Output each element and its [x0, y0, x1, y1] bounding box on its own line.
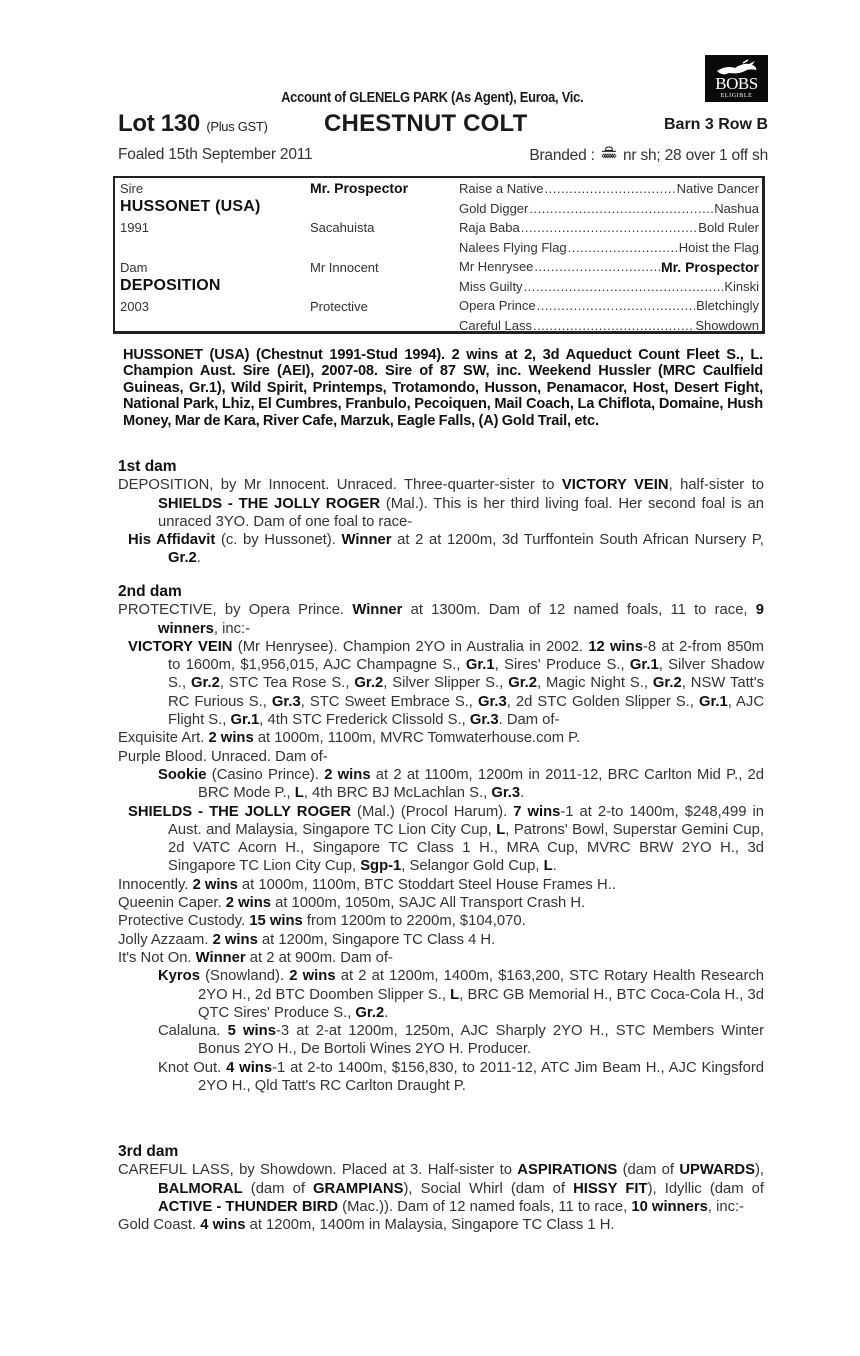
text-run: at 1000m, 1100m, BTC Stoddart Steel House Frames H..	[237, 876, 616, 893]
pedigree-entry	[118, 1216, 764, 1234]
bold-run: Winner	[352, 602, 403, 619]
grandparent-row	[459, 240, 759, 255]
leader-dots	[529, 201, 713, 216]
gp-right: Showdown	[695, 317, 759, 333]
second-dam-body	[118, 601, 764, 1095]
text-run: Purple Blood. Unraced. Dam of-	[118, 748, 328, 765]
bold-run: L	[450, 986, 460, 1003]
gp-left: Opera Prince	[459, 298, 536, 313]
bold-run: Gr.2	[191, 675, 220, 692]
text-run: , Silver Shadow S.,	[168, 657, 765, 692]
third-dam-section	[118, 1143, 764, 1234]
text-run: at 1200m, 1400m in Malaysia, Singapore TC Class 1 H.	[245, 1217, 615, 1234]
bold-run: Winner	[341, 532, 392, 549]
bold-run: HISSY FIT	[573, 1180, 648, 1197]
text-run: at 2 at 1200m, 1400m, $163,200, STC Rotary Health Research 2YO H., 2d BTC Doomben Slipper S.,	[198, 968, 764, 1003]
text-run: .	[196, 550, 201, 567]
grandparent-row	[459, 220, 759, 235]
text-run: .	[552, 858, 557, 875]
bold-run: 12 wins	[588, 638, 643, 655]
text-run: (Snowland).	[199, 968, 290, 985]
text-run: (c. by Hussonet).	[215, 532, 342, 549]
bold-run: Sookie	[158, 766, 207, 783]
text-run: , Silver Slipper S.,	[383, 675, 509, 692]
pedigree-entry	[118, 931, 764, 949]
bold-run: Gr.1	[465, 657, 495, 674]
pedigree-entry	[118, 803, 764, 876]
gp-left: Miss Guilty	[459, 278, 523, 294]
bold-run: Gr.3	[271, 693, 301, 710]
text-run: , inc:-	[213, 620, 251, 637]
text-run: , 4th BRC BJ McLachlan S.,	[303, 785, 492, 802]
text-run: (Casino Prince).	[206, 766, 325, 783]
bold-run: 2 wins	[192, 876, 238, 893]
sire-label: Sire	[120, 181, 144, 196]
text-run: Innocently.	[118, 876, 193, 893]
brand-info	[529, 146, 768, 165]
pedigree-entry	[118, 1161, 764, 1216]
plus-gst-note: (Plus GST)	[206, 119, 268, 134]
bold-run: Gr.2	[652, 675, 682, 692]
text-run: at 1000m, 1050m, SAJC All Transport Crash H.	[271, 895, 586, 912]
pedigree-entry	[118, 766, 764, 803]
lot-header	[118, 110, 768, 138]
text-run: , Magic Night S.,	[536, 675, 653, 692]
pedigree-entry	[118, 531, 764, 568]
section-heading: 2nd dam	[118, 583, 182, 600]
pedigree-entry	[118, 601, 764, 638]
gp-left: Careful Lass	[459, 317, 532, 333]
text-run: . Dam of-	[498, 712, 560, 729]
lot-number	[118, 110, 268, 138]
gp-right: Bold Ruler	[698, 220, 759, 235]
bold-run: Gr.2	[508, 675, 537, 692]
bold-run: Gr.3	[469, 712, 499, 729]
bold-run: VICTORY VEIN	[561, 477, 669, 494]
pedigree-entry	[118, 476, 764, 531]
text-run: .	[384, 1004, 389, 1021]
bold-run: Kyros	[158, 968, 200, 985]
text-run: ), Social Whirl (dam of	[403, 1180, 574, 1197]
gp-right: Hoist the Flag	[678, 239, 759, 255]
text-run: (Mal.) (Procol Harum).	[351, 803, 514, 820]
text-run: Gold Coast.	[118, 1217, 201, 1234]
text-run: , Patrons' Bowl, Superstar Gemini Cup, 2d VATC Acorn H., Singapore TC Class 1 H., MRA Cup, MVRC BRW 2YO H., 3d Singapore TC Lion City Cup,	[168, 821, 764, 875]
leader-dots	[568, 240, 678, 255]
bold-run: 2 wins	[208, 730, 254, 747]
text-run: .	[520, 785, 525, 802]
text-run: , Selangor Gold Cup,	[401, 858, 544, 875]
text-run: -8 at 2-from 850m to 1600m, $1,956,015, AJC Champagne S.,	[168, 638, 764, 674]
gp-left: Raise a Native	[459, 181, 544, 196]
gp-left: Gold Digger	[459, 200, 529, 216]
bold-run: L	[294, 785, 304, 802]
text-run: Jolly Azzaam.	[118, 931, 213, 948]
bold-run: Gr.1	[230, 712, 260, 729]
dam-dam: Protective	[310, 299, 368, 314]
bold-run: Gr.3	[477, 693, 507, 710]
text-run: It's Not On.	[118, 949, 196, 966]
bold-run: 5 wins	[227, 1023, 276, 1040]
bold-run: 15 wins	[249, 913, 303, 930]
bold-run: SHIELDS - THE JOLLY ROGER	[128, 803, 352, 820]
bold-run: L	[543, 858, 553, 875]
foaled-date: Foaled 15th September 2011	[118, 146, 313, 163]
pedigree-entry	[118, 638, 764, 729]
leader-dots	[545, 181, 676, 196]
bold-run: Gr.1	[698, 693, 728, 710]
pedigree-table	[113, 176, 765, 334]
text-run: Exquisite Art.	[118, 730, 209, 747]
sire-name: HUSSONET (USA)	[120, 198, 261, 215]
bold-run: 4 wins	[200, 1217, 246, 1234]
bold-run: Gr.1	[629, 657, 659, 674]
gp-right: Kinski	[724, 278, 759, 294]
bold-run: VICTORY VEIN	[128, 638, 233, 655]
text-run: (dam of	[242, 1180, 314, 1197]
bold-run: GRAMPIANS	[313, 1180, 404, 1197]
pedigree-entry	[118, 729, 764, 747]
sire-sire: Mr. Prospector	[310, 180, 409, 196]
text-run: , 2d STC Golden Slipper S.,	[506, 693, 699, 710]
text-run: Calaluna.	[158, 1023, 228, 1040]
bold-run: Gr.2	[354, 675, 384, 692]
text-run: ),	[754, 1162, 764, 1179]
text-run: , STC Sweet Embrace S.,	[300, 693, 478, 710]
leader-dots	[521, 220, 698, 235]
gp-left: Nalees Flying Flag	[459, 239, 567, 255]
first-dam-section	[118, 458, 764, 568]
brand-symbol-icon	[599, 146, 619, 162]
pedigree-entry	[118, 1059, 764, 1096]
branded-label: Branded :	[529, 147, 595, 164]
bold-run: 2 wins	[324, 766, 371, 783]
text-run: , AJC Flight S.,	[168, 693, 765, 729]
lot-label: Lot 130	[118, 110, 200, 137]
pedigree-entry	[118, 912, 764, 930]
bold-run: Gr.3	[491, 785, 521, 802]
text-run: (Mal.). This is her third living foal. Her second foal is an unraced 3YO. Dam of one foal to race-	[158, 495, 765, 530]
text-run: -1 at 2-to 1400m, $248,499 in Aust. and Malaysia, Singapore TC Lion City Cup,	[168, 803, 764, 838]
text-run: , BRC GB Memorial H., BTC Coca-Cola H., 3d QTC Sires' Produce S.,	[198, 986, 765, 1021]
vendor-account: Account of GLENELG PARK (As Agent), Euroa, Vic.	[281, 89, 584, 106]
text-run: , NSW Tatt's RC Furious S.,	[168, 675, 765, 710]
text-run: , STC Tea Rose S.,	[219, 675, 355, 692]
gp-left: Raja Baba	[459, 220, 520, 235]
bold-run: 2 wins	[212, 931, 258, 948]
text-run: at 2 at 1200m, 3d Turffontein South African Nursery P,	[391, 532, 765, 549]
grandparent-row	[459, 201, 759, 216]
text-run: Knot Out.	[158, 1059, 227, 1076]
grandparent-row	[459, 279, 759, 294]
text-run: Protective Custody.	[118, 913, 250, 930]
gp-right: Bletchingly	[696, 298, 759, 313]
bold-run: 2 wins	[289, 968, 336, 985]
text-run: (dam of	[617, 1162, 680, 1179]
section-heading: 1st dam	[118, 458, 177, 475]
sire-summary: HUSSONET (USA) (Chestnut 1991-Stud 1994). 2 wins at 2, 3d Aqueduct Count Fleet S., L. Champion Aust. Sire (AEI), 2007-08. Sire of 87 SW, inc. Weekend Hussler (MRC Caulfield Guineas, Gr.1), Wild Spirit, Printemps, Trotamondo, Husson, Penamacor, Host, Desert Fight, National Park, Lhiz, El Cumbres, Franbulo, Pecoiquen, Mail Coach, La Chiflota, Domaine, Hush Money, Mar de Kara, River Cafe, Marzuk, Eagle Falls, (A) Gold Trail, etc.	[123, 347, 763, 429]
text-run: -1 at 2-to 1400m, $156,830, to 2011-12, ATC Jim Beam H., AJC Kingsford 2YO H., Qld Tatt's RC Carlton Draught P.	[198, 1059, 764, 1095]
text-run: , 4th STC Frederick Clissold S.,	[259, 712, 470, 729]
dam-name: DEPOSITION	[120, 277, 221, 294]
grandparent-row	[459, 318, 759, 333]
dam-label: Dam	[120, 260, 148, 275]
third-dam-body	[118, 1161, 764, 1234]
text-run: , inc:-	[707, 1198, 745, 1215]
grandparent-row	[459, 298, 759, 313]
pedigree-entry	[118, 967, 764, 1022]
second-dam-section	[118, 583, 764, 1095]
text-run: , half-sister to	[668, 477, 764, 494]
bold-run: Gr.2	[168, 550, 197, 567]
text-run: at 1200m, Singapore TC Class 4 H.	[257, 931, 496, 948]
bold-run: 10 winners	[631, 1198, 708, 1215]
gp-right: Mr. Prospector	[660, 259, 759, 275]
text-run: , Sires' Produce S.,	[494, 657, 630, 674]
text-run: DEPOSITION, by Mr Innocent. Unraced. Three-quarter-sister to	[118, 477, 562, 494]
first-dam-body	[118, 476, 764, 567]
text-run: (Mr Henrysee). Champion 2YO in Australia in 2002.	[232, 638, 589, 655]
lot-title: CHESTNUT COLT	[324, 110, 528, 137]
text-run: ), Idyllic (dam of	[647, 1180, 764, 1197]
bold-run: Sgp-1	[360, 858, 402, 875]
text-run: at 1300m. Dam of 12 named foals, 11 to race,	[402, 602, 756, 619]
pedigree-entry	[118, 876, 764, 894]
text-run: at 2 at 1100m, 1200m in 2011-12, BRC Carlton Mid P., 2d BRC Mode P.,	[198, 766, 764, 802]
gp-right: Nashua	[714, 200, 759, 216]
bold-run: 4 wins	[226, 1059, 273, 1076]
dam-sire: Mr Innocent	[310, 260, 379, 275]
logo-subtext: ELIGIBLE	[720, 93, 753, 99]
gp-left: Mr Henrysee	[459, 259, 534, 274]
dam-year: 2003	[120, 299, 149, 314]
pedigree-entry	[118, 1022, 764, 1059]
leader-dots	[537, 298, 696, 313]
text-run: (Mac.)). Dam of 12 named foals, 11 to race,	[338, 1198, 632, 1215]
sire-dam: Sacahuista	[310, 220, 375, 235]
grandparent-row	[459, 259, 759, 275]
bold-run: Winner	[195, 949, 246, 966]
barn-location: Barn 3 Row B	[663, 116, 768, 133]
bold-run: UPWARDS	[679, 1162, 755, 1179]
text-run: PROTECTIVE, by Opera Prince.	[118, 602, 353, 619]
bold-run: 9 winners	[158, 602, 764, 637]
bold-run: ASPIRATIONS	[517, 1162, 618, 1179]
text-run: from 1200m to 2200m, $104,070.	[302, 913, 526, 930]
leader-dots	[534, 259, 660, 275]
text-run: CAREFUL LASS, by Showdown. Placed at 3. Half-sister to	[118, 1162, 518, 1179]
leader-dots	[533, 318, 694, 333]
text-run: -3 at 2-at 1200m, 1250m, AJC Sharply 2YO H., STC Members Winter Bonus 2YO H., De Bortoli Wines 2YO H. Producer.	[198, 1023, 765, 1058]
bold-run: His Affidavit	[128, 532, 216, 549]
bold-run: L	[496, 821, 506, 838]
branded-text: nr sh; 28 over 1 off sh	[622, 147, 768, 164]
section-heading: 3rd dam	[118, 1143, 179, 1160]
text-run: at 1000m, 1100m, MVRC Tomwaterhouse.com P.	[253, 730, 581, 747]
bold-run: Gr.2	[355, 1004, 385, 1021]
grandparent-row	[459, 181, 759, 196]
bold-run: BALMORAL	[158, 1180, 243, 1197]
sire-year: 1991	[120, 220, 149, 235]
bold-run: ACTIVE - THUNDER BIRD	[158, 1198, 339, 1215]
bold-run: 2 wins	[225, 895, 271, 912]
leader-dots	[524, 279, 724, 294]
text-run: Queenin Caper.	[118, 895, 226, 912]
pedigree-entry	[118, 894, 764, 912]
pedigree-entry	[118, 949, 764, 967]
bold-run: SHIELDS - THE JOLLY ROGER	[158, 495, 381, 512]
bold-run: 7 wins	[513, 803, 561, 820]
text-run: at 2 at 900m. Dam of-	[245, 949, 393, 966]
gp-right: Native Dancer	[676, 181, 759, 196]
logo-text: BOBS	[715, 74, 758, 93]
pedigree-entry	[118, 748, 764, 766]
